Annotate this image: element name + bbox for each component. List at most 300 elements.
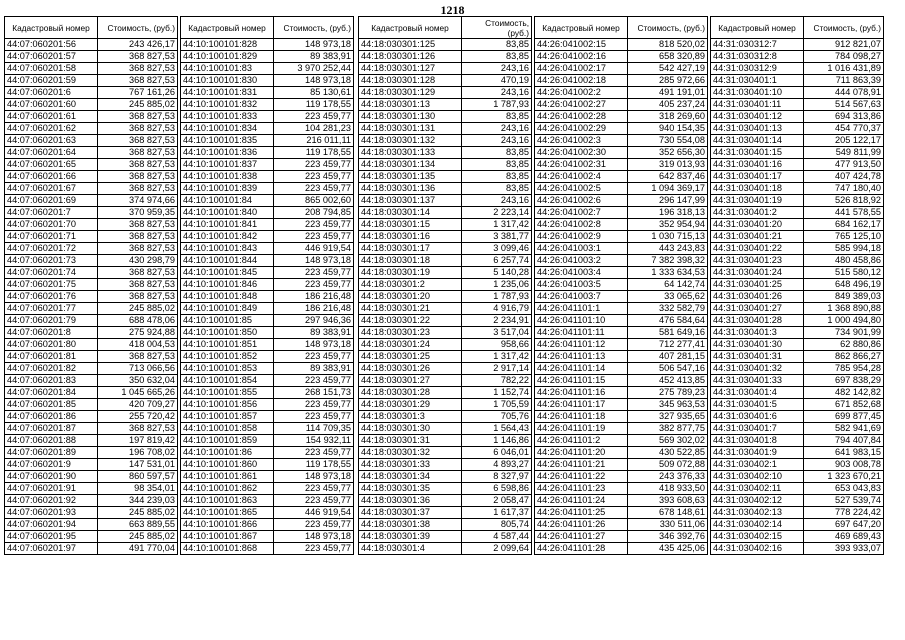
cadastral-number-cell: 44:10:100101:830 bbox=[181, 75, 274, 87]
cadastral-number-cell: 44:07:060201:8 bbox=[5, 327, 98, 339]
cadastral-number-cell: 44:07:060201:64 bbox=[5, 147, 98, 159]
cost-cell: 344 239,03 bbox=[98, 495, 178, 507]
cadastral-number-cell: 44:31:030401:23 bbox=[711, 255, 804, 267]
table-row bbox=[181, 459, 354, 471]
table-row bbox=[359, 351, 532, 363]
table-row bbox=[711, 255, 884, 267]
cost-cell: 407 424,78 bbox=[804, 171, 884, 183]
cost-cell: 476 584,64 bbox=[628, 315, 708, 327]
cadastral-number-cell: 44:31:030401:8 bbox=[711, 435, 804, 447]
cadastral-number-header: Кадастровый номер bbox=[181, 17, 274, 39]
cadastral-number-cell: 44:10:100101:831 bbox=[181, 87, 274, 99]
cost-cell: 658 320,89 bbox=[628, 51, 708, 63]
cost-cell: 243,16 bbox=[462, 195, 532, 207]
cost-cell: 1 094 369,17 bbox=[628, 183, 708, 195]
cost-header: Стоимость, (руб.) bbox=[628, 17, 708, 39]
cost-cell: 352 954,94 bbox=[628, 219, 708, 231]
cadastral-number-cell: 44:07:060201:58 bbox=[5, 63, 98, 75]
table-row bbox=[5, 75, 178, 87]
cadastral-number-cell: 44:31:030402:10 bbox=[711, 471, 804, 483]
table-row bbox=[181, 219, 354, 231]
cadastral-number-cell: 44:31:030401:13 bbox=[711, 123, 804, 135]
cost-cell: 223 459,77 bbox=[274, 495, 354, 507]
cost-cell: 223 459,77 bbox=[274, 111, 354, 123]
cadastral-number-cell: 44:26:041002:7 bbox=[535, 207, 628, 219]
table-row bbox=[711, 231, 884, 243]
cost-cell: 196 318,13 bbox=[628, 207, 708, 219]
cadastral-number-cell: 44:10:100101:839 bbox=[181, 183, 274, 195]
cost-cell: 470,19 bbox=[462, 75, 532, 87]
cost-cell: 912 821,07 bbox=[804, 39, 884, 51]
table-row bbox=[5, 351, 178, 363]
cost-cell: 368 827,53 bbox=[98, 159, 178, 171]
cost-cell: 148 973,18 bbox=[274, 531, 354, 543]
cadastral-number-cell: 44:07:060201:66 bbox=[5, 171, 98, 183]
cadastral-number-cell: 44:10:100101:837 bbox=[181, 159, 274, 171]
table-row bbox=[181, 195, 354, 207]
cadastral-number-cell: 44:18:030301:125 bbox=[359, 39, 462, 51]
cadastral-number-cell: 44:10:100101:849 bbox=[181, 303, 274, 315]
cadastral-number-cell: 44:18:030301:30 bbox=[359, 423, 462, 435]
cost-cell: 542 427,19 bbox=[628, 63, 708, 75]
table-row bbox=[5, 135, 178, 147]
table-row bbox=[535, 459, 708, 471]
table-row bbox=[5, 243, 178, 255]
cadastral-number-cell: 44:18:030301:26 bbox=[359, 363, 462, 375]
cost-cell: 444 078,91 bbox=[804, 87, 884, 99]
table-row bbox=[181, 243, 354, 255]
cadastral-number-cell: 44:10:100101:844 bbox=[181, 255, 274, 267]
header-row bbox=[535, 17, 708, 39]
table-row bbox=[181, 267, 354, 279]
cost-cell: 89 383,91 bbox=[274, 51, 354, 63]
header-row bbox=[359, 17, 532, 39]
cadastral-number-cell: 44:10:100101:84 bbox=[181, 195, 274, 207]
cost-cell: 860 597,57 bbox=[98, 471, 178, 483]
cost-cell: 245 885,02 bbox=[98, 507, 178, 519]
cost-cell: 694 313,86 bbox=[804, 111, 884, 123]
table-row bbox=[535, 435, 708, 447]
table-row bbox=[535, 231, 708, 243]
table-row bbox=[181, 447, 354, 459]
table-row bbox=[711, 375, 884, 387]
cadastral-number-cell: 44:18:030301:19 bbox=[359, 267, 462, 279]
cost-cell: 420 709,27 bbox=[98, 399, 178, 411]
table-row bbox=[535, 495, 708, 507]
table-row bbox=[5, 219, 178, 231]
cost-cell: 697 838,29 bbox=[804, 375, 884, 387]
cadastral-number-header: Кадастровый номер bbox=[711, 17, 804, 39]
cadastral-number-cell: 44:26:041101:15 bbox=[535, 375, 628, 387]
cost-cell: 678 148,61 bbox=[628, 507, 708, 519]
cadastral-number-cell: 44:18:030301:28 bbox=[359, 387, 462, 399]
cadastral-number-cell: 44:31:030401:30 bbox=[711, 339, 804, 351]
cost-header: Стоимость, (руб.) bbox=[98, 17, 178, 39]
cadastral-number-cell: 44:07:060201:65 bbox=[5, 159, 98, 171]
cost-cell: 275 789,23 bbox=[628, 387, 708, 399]
table-row bbox=[359, 495, 532, 507]
cadastral-number-cell: 44:31:030401:19 bbox=[711, 195, 804, 207]
table-row bbox=[359, 507, 532, 519]
cadastral-number-cell: 44:18:030301:13 bbox=[359, 99, 462, 111]
cadastral-number-cell: 44:31:030402:15 bbox=[711, 531, 804, 543]
table-row bbox=[5, 543, 178, 555]
table-row bbox=[535, 423, 708, 435]
table-row bbox=[711, 507, 884, 519]
table-row bbox=[181, 387, 354, 399]
cadastral-number-cell: 44:18:030301:134 bbox=[359, 159, 462, 171]
cost-cell: 205 122,17 bbox=[804, 135, 884, 147]
cadastral-number-cell: 44:31:030401:25 bbox=[711, 279, 804, 291]
cost-cell: 243 376,33 bbox=[628, 471, 708, 483]
cadastral-number-cell: 44:26:041002:29 bbox=[535, 123, 628, 135]
table-row bbox=[5, 111, 178, 123]
table-row bbox=[181, 87, 354, 99]
cadastral-number-cell: 44:18:030301:131 bbox=[359, 123, 462, 135]
table-row bbox=[535, 315, 708, 327]
cost-cell: 85 130,61 bbox=[274, 87, 354, 99]
table-row bbox=[535, 111, 708, 123]
cadastral-number-cell: 44:07:060201:76 bbox=[5, 291, 98, 303]
cadastral-number-cell: 44:18:030301:135 bbox=[359, 171, 462, 183]
cost-cell: 223 459,77 bbox=[274, 231, 354, 243]
cost-cell: 393 608,63 bbox=[628, 495, 708, 507]
cost-cell: 2 058,47 bbox=[462, 495, 532, 507]
cost-header: Стоимость, (руб.) bbox=[804, 17, 884, 39]
cadastral-number-header: Кадастровый номер bbox=[5, 17, 98, 39]
cadastral-table bbox=[710, 16, 884, 555]
cadastral-number-cell: 44:26:041002:15 bbox=[535, 39, 628, 51]
cost-cell: 89 383,91 bbox=[274, 327, 354, 339]
cost-cell: 83,85 bbox=[462, 171, 532, 183]
cost-cell: 671 852,68 bbox=[804, 399, 884, 411]
table-row bbox=[535, 363, 708, 375]
table-row bbox=[5, 531, 178, 543]
cost-cell: 491 770,04 bbox=[98, 543, 178, 555]
table-row bbox=[5, 147, 178, 159]
cadastral-number-cell: 44:26:041101:17 bbox=[535, 399, 628, 411]
cadastral-number-cell: 44:10:100101:865 bbox=[181, 507, 274, 519]
cost-cell: 730 554,08 bbox=[628, 135, 708, 147]
table-row bbox=[711, 219, 884, 231]
cadastral-number-cell: 44:07:060201:82 bbox=[5, 363, 98, 375]
cost-cell: 243,16 bbox=[462, 123, 532, 135]
table-row bbox=[535, 387, 708, 399]
cadastral-number-cell: 44:31:030401:14 bbox=[711, 135, 804, 147]
cadastral-number-cell: 44:18:030301:136 bbox=[359, 183, 462, 195]
table-row bbox=[5, 99, 178, 111]
cost-cell: 83,85 bbox=[462, 111, 532, 123]
cadastral-number-cell: 44:26:041101:26 bbox=[535, 519, 628, 531]
cadastral-number-cell: 44:26:041101:16 bbox=[535, 387, 628, 399]
cadastral-number-cell: 44:10:100101:834 bbox=[181, 123, 274, 135]
table-row bbox=[181, 303, 354, 315]
table-row bbox=[711, 87, 884, 99]
cost-cell: 862 866,27 bbox=[804, 351, 884, 363]
cadastral-number-cell: 44:10:100101:863 bbox=[181, 495, 274, 507]
cost-cell: 549 811,99 bbox=[804, 147, 884, 159]
table-row bbox=[535, 531, 708, 543]
cost-table bbox=[358, 16, 532, 555]
cost-cell: 368 827,53 bbox=[98, 423, 178, 435]
table-row bbox=[359, 279, 532, 291]
cadastral-number-cell: 44:07:060201:60 bbox=[5, 99, 98, 111]
table-row bbox=[181, 495, 354, 507]
cost-cell: 684 162,17 bbox=[804, 219, 884, 231]
cadastral-number-cell: 44:10:100101:833 bbox=[181, 111, 274, 123]
cost-cell: 243,16 bbox=[462, 63, 532, 75]
cost-cell: 368 827,53 bbox=[98, 351, 178, 363]
cost-cell: 148 973,18 bbox=[274, 255, 354, 267]
table-row bbox=[181, 507, 354, 519]
cost-cell: 346 392,76 bbox=[628, 531, 708, 543]
table-row bbox=[5, 183, 178, 195]
cost-cell: 3 970 252,44 bbox=[274, 63, 354, 75]
table-row bbox=[359, 447, 532, 459]
table-row bbox=[535, 507, 708, 519]
cost-cell: 1 146,86 bbox=[462, 435, 532, 447]
table-row bbox=[5, 447, 178, 459]
cost-cell: 119 178,55 bbox=[274, 147, 354, 159]
cost-cell: 1 000 494,80 bbox=[804, 315, 884, 327]
table-row bbox=[711, 447, 884, 459]
table-row bbox=[359, 339, 532, 351]
cadastral-number-cell: 44:26:041002:3 bbox=[535, 135, 628, 147]
cost-cell: 268 151,73 bbox=[274, 387, 354, 399]
cost-cell: 197 819,42 bbox=[98, 435, 178, 447]
cadastral-number-cell: 44:18:030301:24 bbox=[359, 339, 462, 351]
cadastral-number-cell: 44:18:030301:38 bbox=[359, 519, 462, 531]
cadastral-number-cell: 44:18:030301:22 bbox=[359, 315, 462, 327]
cost-cell: 368 827,53 bbox=[98, 51, 178, 63]
cadastral-number-cell: 44:31:030401:7 bbox=[711, 423, 804, 435]
cost-cell: 223 459,77 bbox=[274, 351, 354, 363]
cadastral-number-cell: 44:26:041101:25 bbox=[535, 507, 628, 519]
cost-cell: 352 656,30 bbox=[628, 147, 708, 159]
cadastral-number-cell: 44:18:030301:27 bbox=[359, 375, 462, 387]
cadastral-number-cell: 44:18:030301:4 bbox=[359, 543, 462, 555]
table-row bbox=[359, 159, 532, 171]
table-row bbox=[711, 267, 884, 279]
cadastral-number-cell: 44:07:060201:73 bbox=[5, 255, 98, 267]
table-row bbox=[711, 243, 884, 255]
cost-cell: 64 142,74 bbox=[628, 279, 708, 291]
table-row bbox=[359, 303, 532, 315]
cadastral-number-cell: 44:26:041002:18 bbox=[535, 75, 628, 87]
cadastral-number-cell: 44:10:100101:853 bbox=[181, 363, 274, 375]
cadastral-number-cell: 44:10:100101:851 bbox=[181, 339, 274, 351]
cadastral-number-cell: 44:10:100101:858 bbox=[181, 423, 274, 435]
cadastral-number-cell: 44:26:041002:28 bbox=[535, 111, 628, 123]
cadastral-number-cell: 44:31:030401:15 bbox=[711, 147, 804, 159]
table-row bbox=[711, 387, 884, 399]
table-row bbox=[181, 483, 354, 495]
cost-cell: 208 794,85 bbox=[274, 207, 354, 219]
cost-cell: 119 178,55 bbox=[274, 459, 354, 471]
table-row bbox=[535, 171, 708, 183]
cost-cell: 223 459,77 bbox=[274, 159, 354, 171]
table-row bbox=[5, 495, 178, 507]
cost-cell: 368 827,53 bbox=[98, 243, 178, 255]
cadastral-number-cell: 44:26:041101:21 bbox=[535, 459, 628, 471]
cost-cell: 368 827,53 bbox=[98, 231, 178, 243]
cadastral-number-cell: 44:10:100101:83 bbox=[181, 63, 274, 75]
table-row bbox=[359, 291, 532, 303]
cadastral-number-cell: 44:10:100101:841 bbox=[181, 219, 274, 231]
cost-cell: 452 413,85 bbox=[628, 375, 708, 387]
cadastral-number-cell: 44:31:030401:27 bbox=[711, 303, 804, 315]
table-row bbox=[359, 255, 532, 267]
cost-cell: 374 974,66 bbox=[98, 195, 178, 207]
table-row bbox=[535, 51, 708, 63]
table-row bbox=[535, 159, 708, 171]
cost-cell: 223 459,77 bbox=[274, 171, 354, 183]
cost-cell: 6 598,86 bbox=[462, 483, 532, 495]
table-row bbox=[535, 471, 708, 483]
cost-cell: 1 235,06 bbox=[462, 279, 532, 291]
cadastral-table bbox=[534, 16, 708, 555]
cadastral-number-cell: 44:10:100101:832 bbox=[181, 99, 274, 111]
table-row bbox=[535, 147, 708, 159]
cadastral-number-cell: 44:18:030301:126 bbox=[359, 51, 462, 63]
cadastral-number-cell: 44:10:100101:856 bbox=[181, 399, 274, 411]
table-row bbox=[711, 411, 884, 423]
table-row bbox=[181, 75, 354, 87]
cadastral-number-cell: 44:31:030401:18 bbox=[711, 183, 804, 195]
table-row bbox=[711, 207, 884, 219]
table-row bbox=[535, 411, 708, 423]
cost-cell: 223 459,77 bbox=[274, 279, 354, 291]
table-row bbox=[359, 135, 532, 147]
table-row bbox=[711, 147, 884, 159]
cadastral-number-cell: 44:18:030301:14 bbox=[359, 207, 462, 219]
table-row bbox=[359, 207, 532, 219]
cadastral-number-cell: 44:31:030312:9 bbox=[711, 63, 804, 75]
table-row bbox=[711, 471, 884, 483]
cadastral-number-cell: 44:31:030401:22 bbox=[711, 243, 804, 255]
table-row bbox=[535, 207, 708, 219]
cost-cell: 1 787,93 bbox=[462, 291, 532, 303]
cadastral-number-cell: 44:07:060201:84 bbox=[5, 387, 98, 399]
cadastral-number-cell: 44:18:030301:21 bbox=[359, 303, 462, 315]
cost-cell: 688 478,06 bbox=[98, 315, 178, 327]
cadastral-number-cell: 44:07:060201:77 bbox=[5, 303, 98, 315]
table-row bbox=[5, 339, 178, 351]
table-row bbox=[711, 63, 884, 75]
cost-cell: 114 709,35 bbox=[274, 423, 354, 435]
cadastral-number-cell: 44:18:030301:128 bbox=[359, 75, 462, 87]
cost-cell: 849 389,03 bbox=[804, 291, 884, 303]
cost-cell: 3 517,04 bbox=[462, 327, 532, 339]
table-row bbox=[359, 519, 532, 531]
table-row bbox=[181, 135, 354, 147]
cost-cell: 2 917,14 bbox=[462, 363, 532, 375]
cost-cell: 2 223,14 bbox=[462, 207, 532, 219]
cost-cell: 6 046,01 bbox=[462, 447, 532, 459]
table-row bbox=[181, 471, 354, 483]
table-row bbox=[711, 291, 884, 303]
table-row bbox=[181, 231, 354, 243]
cadastral-number-cell: 44:26:041002:2 bbox=[535, 87, 628, 99]
table-row bbox=[5, 507, 178, 519]
cadastral-number-cell: 44:07:060201:9 bbox=[5, 459, 98, 471]
table-row bbox=[711, 123, 884, 135]
cost-cell: 711 863,39 bbox=[804, 75, 884, 87]
table-row bbox=[711, 51, 884, 63]
table-row bbox=[359, 219, 532, 231]
cadastral-number-cell: 44:31:030401:33 bbox=[711, 375, 804, 387]
table-row bbox=[181, 339, 354, 351]
table-row bbox=[5, 171, 178, 183]
cost-cell: 89 383,91 bbox=[274, 363, 354, 375]
cadastral-number-cell: 44:26:041002:6 bbox=[535, 195, 628, 207]
cadastral-number-cell: 44:07:060201:7 bbox=[5, 207, 98, 219]
cadastral-number-cell: 44:10:100101:829 bbox=[181, 51, 274, 63]
cadastral-number-cell: 44:18:030301:130 bbox=[359, 111, 462, 123]
cadastral-number-cell: 44:18:030301:127 bbox=[359, 63, 462, 75]
cadastral-number-cell: 44:10:100101:867 bbox=[181, 531, 274, 543]
cost-cell: 805,74 bbox=[462, 519, 532, 531]
cost-cell: 368 827,53 bbox=[98, 75, 178, 87]
cadastral-number-cell: 44:07:060201:89 bbox=[5, 447, 98, 459]
cadastral-number-cell: 44:31:030312:8 bbox=[711, 51, 804, 63]
cadastral-number-cell: 44:26:041002:17 bbox=[535, 63, 628, 75]
cost-cell: 515 580,12 bbox=[804, 267, 884, 279]
table-row bbox=[359, 471, 532, 483]
table-row bbox=[359, 39, 532, 51]
header-row bbox=[181, 17, 354, 39]
cadastral-number-cell: 44:31:030401:4 bbox=[711, 387, 804, 399]
cadastral-number-cell: 44:31:030402:12 bbox=[711, 495, 804, 507]
table-row bbox=[181, 363, 354, 375]
table-row bbox=[5, 459, 178, 471]
cadastral-number-cell: 44:26:041002:5 bbox=[535, 183, 628, 195]
cadastral-number-cell: 44:18:030301:33 bbox=[359, 459, 462, 471]
cost-cell: 186 216,48 bbox=[274, 291, 354, 303]
table-row bbox=[711, 531, 884, 543]
table-row bbox=[181, 423, 354, 435]
cost-cell: 491 191,01 bbox=[628, 87, 708, 99]
cost-cell: 83,85 bbox=[462, 51, 532, 63]
cadastral-number-cell: 44:18:030301:36 bbox=[359, 495, 462, 507]
cost-cell: 765 125,10 bbox=[804, 231, 884, 243]
table-row bbox=[181, 51, 354, 63]
cadastral-number-cell: 44:31:030402:1 bbox=[711, 459, 804, 471]
table-row bbox=[5, 363, 178, 375]
cadastral-number-cell: 44:10:100101:850 bbox=[181, 327, 274, 339]
cost-cell: 785 954,28 bbox=[804, 363, 884, 375]
cost-cell: 255 720,42 bbox=[98, 411, 178, 423]
table-row bbox=[535, 195, 708, 207]
cadastral-number-cell: 44:10:100101:845 bbox=[181, 267, 274, 279]
cost-cell: 778 224,42 bbox=[804, 507, 884, 519]
table-row bbox=[5, 423, 178, 435]
table-row bbox=[359, 87, 532, 99]
cost-cell: 446 919,54 bbox=[274, 507, 354, 519]
cost-cell: 506 547,16 bbox=[628, 363, 708, 375]
cadastral-number-cell: 44:07:060201:56 bbox=[5, 39, 98, 51]
table-row bbox=[181, 543, 354, 555]
table-row bbox=[5, 387, 178, 399]
table-row bbox=[181, 159, 354, 171]
cost-cell: 641 983,15 bbox=[804, 447, 884, 459]
cadastral-number-cell: 44:26:041101:2 bbox=[535, 435, 628, 447]
table-row bbox=[359, 483, 532, 495]
cost-table bbox=[710, 16, 884, 555]
table-row bbox=[181, 279, 354, 291]
cadastral-number-cell: 44:10:100101:866 bbox=[181, 519, 274, 531]
table-row bbox=[181, 315, 354, 327]
